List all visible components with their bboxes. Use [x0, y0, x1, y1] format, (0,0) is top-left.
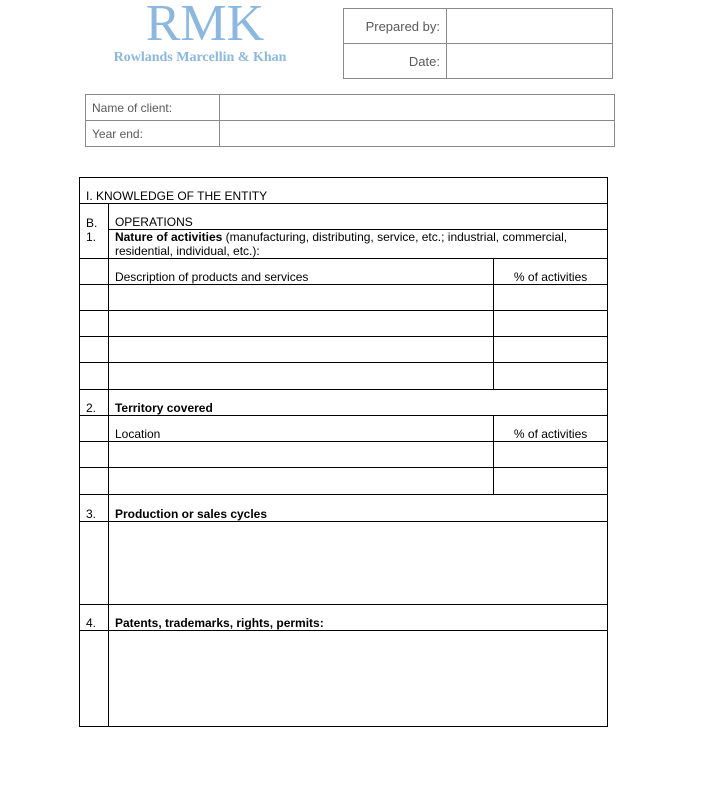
q4-answer-field[interactable] [108, 631, 607, 727]
q3-title: Production or sales cycles [108, 495, 607, 522]
client-name-field[interactable] [220, 95, 615, 121]
q2-number: 2. [80, 390, 109, 416]
q2-row-margin [80, 442, 109, 468]
q2-title: Territory covered [108, 390, 607, 416]
client-name-label: Name of client: [86, 95, 220, 121]
q4-title: Patents, trademarks, rights, permits: [108, 605, 607, 631]
q1-number: 1. [80, 230, 109, 259]
q1-description-field[interactable] [108, 363, 493, 390]
q1-col-percent: % of activities [494, 259, 608, 285]
operations-form [79, 177, 608, 727]
q2-location-field[interactable] [108, 442, 493, 468]
q4-answer-margin [80, 631, 109, 727]
q2-percent-field[interactable] [494, 442, 608, 468]
firm-logo-name: Rowlands Marcellin & Khan [113, 50, 287, 65]
q3-answer-field[interactable] [108, 522, 607, 605]
q1-percent-field[interactable] [494, 311, 608, 337]
client-table [85, 94, 615, 147]
q1-heading [108, 230, 607, 259]
q1-row-margin [80, 311, 109, 337]
q1-percent-field[interactable] [494, 337, 608, 363]
year-end-field[interactable] [220, 121, 615, 147]
preparer-table [343, 8, 613, 79]
q1-description-field[interactable] [108, 285, 493, 311]
q1-description: (manufacturing, distributing, service, etc.; industrial, commercial, residential, individual, etc.): [114, 230, 568, 258]
q1-header-margin [80, 259, 109, 285]
sub-letter: B. [80, 204, 109, 230]
prepared-by-label: Prepared by: [344, 9, 447, 44]
prepared-by-field[interactable] [447, 9, 613, 44]
q1-row-margin [80, 337, 109, 363]
q2-col-percent: % of activities [494, 416, 608, 442]
sub-title: OPERATIONS [108, 204, 607, 230]
q1-row-margin [80, 363, 109, 390]
q1-col-description: Description of products and services [108, 259, 493, 285]
date-label: Date: [344, 44, 447, 79]
date-field[interactable] [447, 44, 613, 79]
q3-answer-margin [80, 522, 109, 605]
q2-row-margin [80, 468, 109, 495]
q1-description-field[interactable] [108, 337, 493, 363]
q2-col-location: Location [108, 416, 493, 442]
q1-percent-field[interactable] [494, 285, 608, 311]
q1-title: Nature of activities [114, 230, 223, 244]
section-title: I. KNOWLEDGE OF THE ENTITY [80, 178, 608, 204]
q1-description-field[interactable] [108, 311, 493, 337]
q2-location-field[interactable] [108, 468, 493, 495]
q1-row-margin [80, 285, 109, 311]
q2-header-margin [80, 416, 109, 442]
firm-logo-abbr: RMK [145, 0, 265, 52]
q2-percent-field[interactable] [494, 468, 608, 495]
q3-number: 3. [80, 495, 109, 522]
q1-percent-field[interactable] [494, 363, 608, 390]
q4-number: 4. [80, 605, 109, 631]
year-end-label: Year end: [86, 121, 220, 147]
